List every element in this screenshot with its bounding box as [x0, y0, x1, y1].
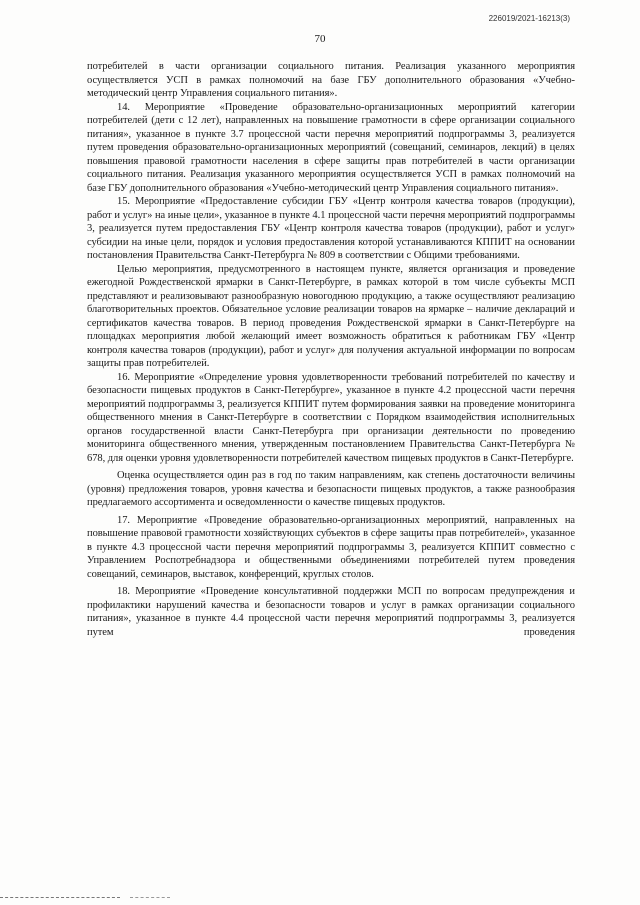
paragraph-item-16: 16. Мероприятие «Определение уровня удовлетворенности требований потребителей по качеству и безопасности пищевых продуктов в Санкт-Петербурге», указанное в пункте 4.2 процессной части перечня мероприятий подпрограммы 3, реализуется КППИТ путем формирования заявки на проведение мониторинга общественного мнения в Санкт-Петербурге в соответствии с Порядком взаимодействия исполнительных органов государственной власти Санкт-Петербурга при организации деятельности по проведению мониторинга общественного мнения, утвержденным постановлением Правительства Санкт-Петербурга № 678, для оценки уровня удовлетворенности потребителей качеством пищевых продуктов в Санкт-Петербурге.: [87, 371, 575, 464]
paragraph-item-14: 14. Мероприятие «Проведение образовательно-организационных мероприятий категории потребителей (дети с 12 лет), направленных на повышение грамотности в сфере организации социального питания», указанное в пункте 3.7 процессной части перечня мероприятий подпрограммы 3, реализуется путем проведения образовательно-организационных мероприятий (совещаний, семинаров, лекций) в целях повышения правовой грамотности населения в сфере защиты прав потребителей в части организации социального питания. Реализация указанного мероприятия осуществляется УСП в рамках полномочий на базе ГБУ дополнительного образования «Учебно-методический центр Управления социального питания».: [87, 101, 575, 194]
page-number: 70: [314, 33, 326, 45]
paragraph-continued: потребителей в части организации социального питания. Реализация указанного мероприятия осуществляется УСП в рамках полномочий на базе ГБУ дополнительного образования «Учебно-методический центр Управления социального питания».: [87, 61, 575, 99]
scan-edge-mark: [0, 897, 120, 899]
document-body: [87, 60, 575, 639]
document-id: 226019/2021-16213(3): [488, 14, 570, 23]
paragraph-item-15: 15. Мероприятие «Предоставление субсидии ГБУ «Центр контроля качества товаров (продукции), работ и услуг» на иные цели», указанное в пункте 4.1 процессной части перечня мероприятий подпрограммы 3, реализуется путем предоставления ГБУ «Центр контроля качества товаров (продукции), работ и услуг» субсидии на иные цели, порядок и условия предоставления которой устанавливаются КППИТ на основании постановления Правительства Санкт-Петербурга № 809 в соответствии с Общими требованиями.: [87, 196, 575, 261]
scan-edge-mark-2: [130, 897, 170, 899]
paragraph-item-18: 18. Мероприятие «Проведение консультативной поддержки МСП по вопросам предупреждения и профилактики нарушений качества и безопасности товаров и услуг в рамках организации социального питания», указанное в пункте 4.4 процессной части перечня мероприятий подпрограммы 3, реализуется путем проведения: [87, 586, 575, 638]
paragraph-item-17: 17. Мероприятие «Проведение образовательно-организационных мероприятий, направленных на повышение правовой грамотности хозяйствующих субъектов в сфере защиты прав потребителей», указанное в пункте 4.3 процессной части перечня мероприятий подпрограммы 3, реализуется КППИТ совместно с Управлением Роспотребнадзора и общественными объединениями потребителей путем проведения совещаний, семинаров, выставок, конференций, круглых столов.: [87, 514, 575, 580]
paragraph-item-15-purpose: Целью мероприятия, предусмотренного в настоящем пункте, является организация и проведение ежегодной Рождественской ярмарки в Санкт-Петербурге, в рамках которой в том числе субъекты МСП представляют и реализовывают разнообразную новогоднюю продукцию, а также осуществляют реализацию благотворительных проектов. Обязательное условие реализации товаров на ярмарке – наличие деклараций и сертификатов качества товаров. В период проведения Рождественской ярмарки в Санкт-Петербурге на площадках мероприятия любой желающий имеет возможность обратиться к работникам ГБУ «Центр контроля качества товаров (продукции), работ и услуг» для получения актуальной информации по вопросам защиты прав потребителей.: [87, 263, 575, 369]
paragraph-item-16-assessment: Оценка осуществляется один раз в год по таким направлениям, как степень достаточности величины (уровня) предложения товаров, уровня качества и безопасности пищевых продуктов, а также разнообразия предлагаемого ассортимента и осведомленности о качестве пищевых продуктов.: [87, 470, 575, 508]
